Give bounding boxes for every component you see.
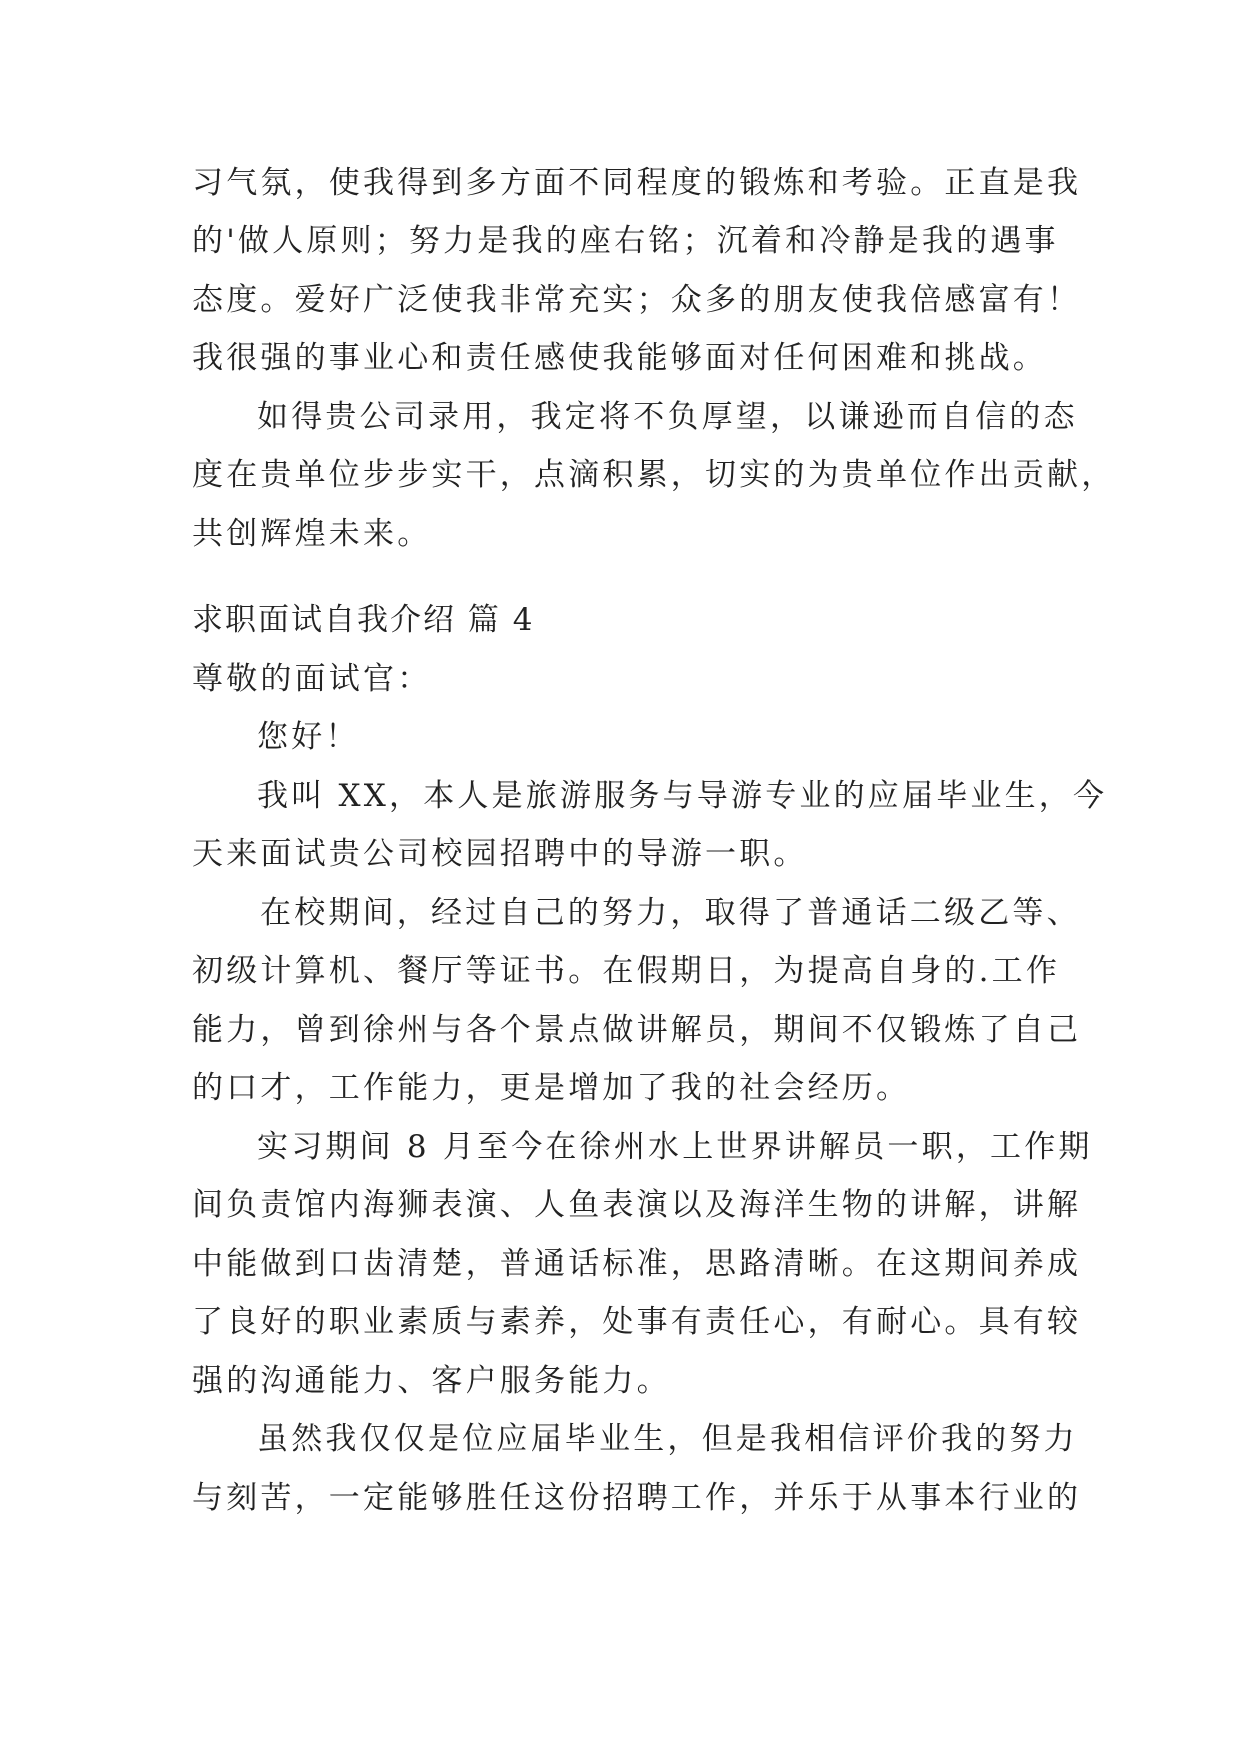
paragraph-line: 中能做到口齿清楚，普通话标准，思路清晰。在这期间养成 xyxy=(192,1246,1082,1282)
paragraph-line: 在校期间，经过自己的努力，取得了普通话二级乙等、 xyxy=(260,895,1081,931)
paragraph-line: 共创辉煌未来。 xyxy=(192,516,432,552)
paragraph-line: 我叫 XX，本人是旅游服务与导游专业的应届毕业生，今 xyxy=(257,778,1108,814)
paragraph-line: 实习期间 8 月至今在徐州水上世界讲解员一职，工作期 xyxy=(257,1129,1093,1165)
paragraph-line: 我很强的事业心和责任感使我能够面对任何困难和挑战。 xyxy=(192,340,1047,376)
paragraph-line: 如得贵公司录用，我定将不负厚望，以谦逊而自信的态 xyxy=(257,399,1078,435)
paragraph-line: 态度。爱好广泛使我非常充实；众多的朋友使我倍感富有！ xyxy=(192,282,1082,318)
paragraph-line: 天来面试贵公司校园招聘中的导游一职。 xyxy=(192,836,808,872)
paragraph-line: 强的沟通能力、客户服务能力。 xyxy=(192,1363,671,1399)
section-title: 求职面试自我介绍 篇 4 xyxy=(192,602,535,638)
paragraph-line: 习气氛，使我得到多方面不同程度的锻炼和考验。正直是我 xyxy=(192,165,1082,201)
salutation: 尊敬的面试官： xyxy=(192,661,432,697)
paragraph-line: 的'做人原则；努力是我的座右铭；沉着和冷静是我的遇事 xyxy=(192,223,1059,259)
paragraph-line: 虽然我仅仅是位应届毕业生，但是我相信评价我的努力 xyxy=(257,1421,1078,1457)
paragraph-line: 的口才，工作能力，更是增加了我的社会经历。 xyxy=(192,1070,911,1106)
paragraph-line: 间负责馆内海狮表演、人鱼表演以及海洋生物的讲解，讲解 xyxy=(192,1187,1082,1223)
paragraph-line: 与刻苦，一定能够胜任这份招聘工作，并乐于从事本行业的 xyxy=(192,1480,1082,1516)
paragraph-line: 初级计算机、餐厅等证书。在假期日，为提高自身的.工作 xyxy=(192,953,1061,989)
paragraph-line: 度在贵单位步步实干，点滴积累，切实的为贵单位作出贡献， xyxy=(192,457,1116,493)
paragraph-line: 能力，曾到徐州与各个景点做讲解员，期间不仅锻炼了自己 xyxy=(192,1012,1082,1048)
paragraph-line: 了良好的职业素质与素养，处事有责任心，有耐心。具有较 xyxy=(192,1304,1082,1340)
greeting: 您好！ xyxy=(257,719,360,755)
